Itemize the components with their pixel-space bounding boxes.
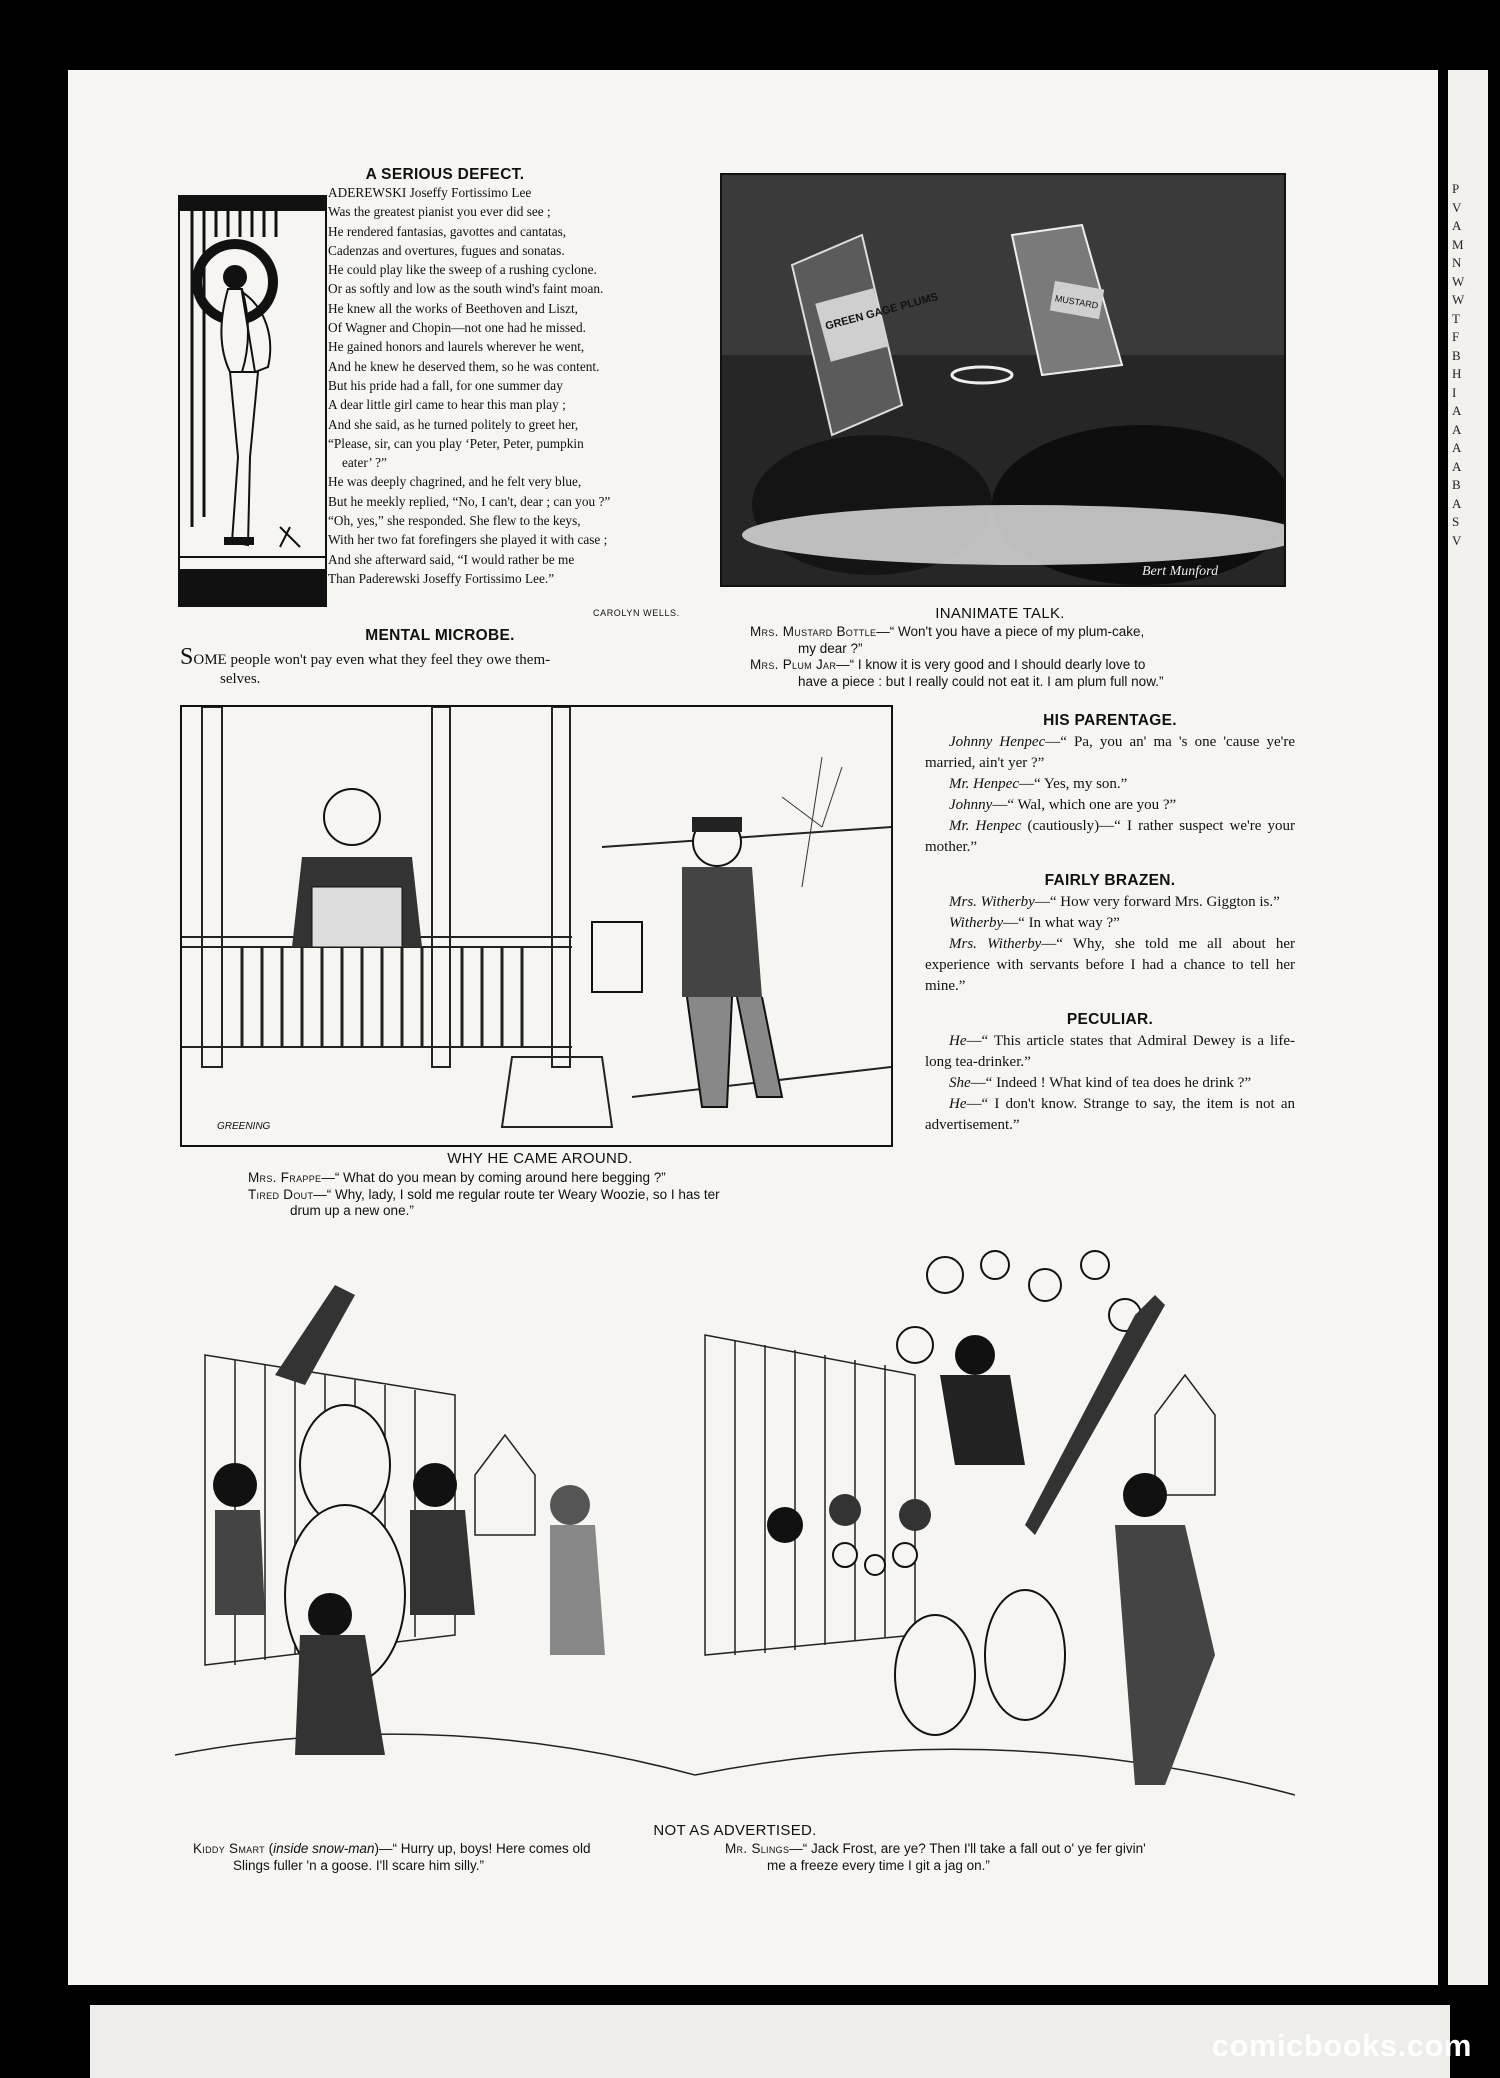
strip-letter: A bbox=[1452, 421, 1462, 437]
poem-line: He could play like the sweep of a rushing cyclone. bbox=[328, 262, 597, 278]
strip-letter: W bbox=[1452, 292, 1465, 307]
strip-letter: F bbox=[1452, 329, 1460, 344]
strip-letter: H bbox=[1452, 366, 1462, 381]
plum-jar-illustration bbox=[720, 173, 1286, 587]
poem-line: He was deeply chagrined, and he felt very blue, bbox=[328, 474, 582, 490]
poem-line: A dear little girl came to hear this man play ; bbox=[328, 397, 566, 413]
bottle-label: MUSTARD bbox=[1054, 293, 1100, 311]
came-around-caption: Mrs. Frappe—“ What do you mean by coming around here begging ?” Tired Dout—“ Why, lady, I sold me regular route ter Weary Woozie, so I has ter drum up a new one.” bbox=[248, 1170, 720, 1218]
strip-letter: B bbox=[1452, 477, 1461, 492]
poem-line: And he knew he deserved them, so he was content. bbox=[328, 358, 600, 374]
fairly-brazen-title: FAIRLY BRAZEN. bbox=[1044, 872, 1176, 889]
poem-line: But he meekly replied, “No, I can't, dear ; can you ?” bbox=[328, 493, 611, 509]
strip-letter: A bbox=[1452, 458, 1462, 474]
peculiar-title: PECULIAR. bbox=[1066, 1011, 1154, 1028]
poem-line: Of Wagner and Chopin—not one had he missed. bbox=[328, 320, 586, 336]
mental-microbe-text: SOME people won't pay even what they feel they owe them- selves. bbox=[180, 644, 551, 687]
poem-line: Cadenzas and overtures, fugues and sonatas. bbox=[328, 242, 565, 258]
snowman-illustration-left bbox=[175, 1235, 695, 1815]
right-jokes-column: HIS PARENTAGE. Johnny Henpec—“ Pa, you an' ma 's one 'cause ye're married, ain't yer ?” Mr. Henpec—“ Yes, my son.” Johnny—“ Wal, which one are you ?” Mr. Henpec (cautiously)—“ I rather suspect we're your mother.” FAIRLY BRAZEN. Mrs. Witherby—“ How very forward Mrs. Giggton is.” Witherby—“ In what way ?” Mrs. Witherby—“ Why, she told me all about her experience with servants before I had a chance to tell her mine.” PECULIAR. He—“ This article states that Admiral Dewey is a life-long tea-drinker.” She—“ Indeed ! What kind of tea does he drink ?” He—“ I don't know. Strange to say, the item is not an advertisement.” bbox=[925, 712, 1295, 1133]
strip-letter: V bbox=[1452, 532, 1462, 548]
poem-line: Or as softly and low as the south wind's faint moan. bbox=[328, 281, 604, 297]
strip-letter: N bbox=[1452, 255, 1462, 270]
his-parentage-title: HIS PARENTAGE. bbox=[1043, 712, 1177, 729]
strip-letter: B bbox=[1452, 347, 1461, 363]
poem-line: Was the greatest pianist you ever did see ; bbox=[328, 204, 551, 220]
strip-letter: A bbox=[1452, 403, 1462, 418]
poem-line: And she afterward said, “I would rather be me bbox=[328, 551, 575, 567]
strip-letter: T bbox=[1452, 310, 1460, 326]
poem-author: CAROLYN WELLS. bbox=[593, 608, 680, 618]
poem-line: But his pride had a fall, for one summer day bbox=[328, 377, 563, 393]
artist-signature: Bert Munford bbox=[1142, 564, 1219, 579]
porch-tramp-illustration bbox=[180, 705, 893, 1147]
strip-letter: A bbox=[1452, 440, 1462, 455]
poem-line: And she said, as he turned politely to greet her, bbox=[328, 416, 579, 432]
strip-letter: V bbox=[1452, 199, 1462, 215]
serious-defect-poem bbox=[328, 183, 720, 588]
jar-label: GREEN GAGE PLUMS bbox=[824, 291, 940, 333]
mental-microbe-title: MENTAL MICROBE. bbox=[365, 627, 515, 644]
artist-signature: GREENING bbox=[217, 1121, 271, 1132]
inanimate-talk-title: INANIMATE TALK. bbox=[935, 605, 1065, 622]
strip-letter: P bbox=[1452, 181, 1460, 196]
poem-line: He knew all the works of Beethoven and Liszt, bbox=[328, 300, 578, 316]
poem-line: He gained honors and laurels wherever he went, bbox=[328, 339, 585, 355]
poem-line: Than Paderewski Joseffy Fortissimo Lee.” bbox=[328, 570, 555, 586]
inanimate-talk-caption: Mrs. Mustard Bottle—“ Won't you have a piece of my plum-cake, my dear ?” Mrs. Plum Jar—“ I know it is very good and I should dearly love to have a piece : but I really could not eat it. I am plum full now.” bbox=[750, 624, 1164, 689]
pianist-illustration bbox=[178, 195, 327, 607]
strip-letter: M bbox=[1452, 236, 1464, 252]
strip-letter: A bbox=[1452, 495, 1462, 511]
poem-line: He rendered fantasias, gavottes and cantatas, bbox=[328, 223, 567, 239]
adjacent-page-strip bbox=[1448, 70, 1488, 1985]
poem-line: “Oh, yes,” she responded. She flew to the keys, bbox=[328, 513, 581, 529]
poem-line: “Please, sir, can you play ‘Peter, Peter, pumpkin bbox=[328, 435, 584, 451]
not-advertised-title: NOT AS ADVERTISED. bbox=[653, 1822, 817, 1839]
strip-letter: A bbox=[1452, 218, 1462, 233]
strip-letter: S bbox=[1452, 514, 1460, 529]
poem-line: eater’ ?” bbox=[342, 455, 387, 471]
snowman-illustration-right bbox=[695, 1235, 1295, 1815]
came-around-title: WHY HE CAME AROUND. bbox=[447, 1150, 633, 1167]
strip-letter: I bbox=[1452, 384, 1457, 400]
watermark: comicbooks.com bbox=[1211, 2028, 1472, 2063]
poem-line: ADEREWSKI Joseffy Fortissimo Lee bbox=[328, 185, 532, 200]
strip-letter: W bbox=[1452, 273, 1465, 289]
not-advertised-caption-right: Mr. Slings—“ Jack Frost, are ye? Then I'll take a fall out o' ye fer givin' me a freeze every time I git a jag on.” bbox=[725, 1841, 1146, 1873]
serious-defect-title: A SERIOUS DEFECT. bbox=[365, 166, 525, 183]
poem-line: With her two fat forefingers she played it with case ; bbox=[328, 532, 608, 548]
not-advertised-caption-left: Kiddy Smart (inside snow-man)—“ Hurry up, boys! Here comes old Slings fuller 'n a goose. I'll scare him silly.” bbox=[193, 1841, 591, 1873]
